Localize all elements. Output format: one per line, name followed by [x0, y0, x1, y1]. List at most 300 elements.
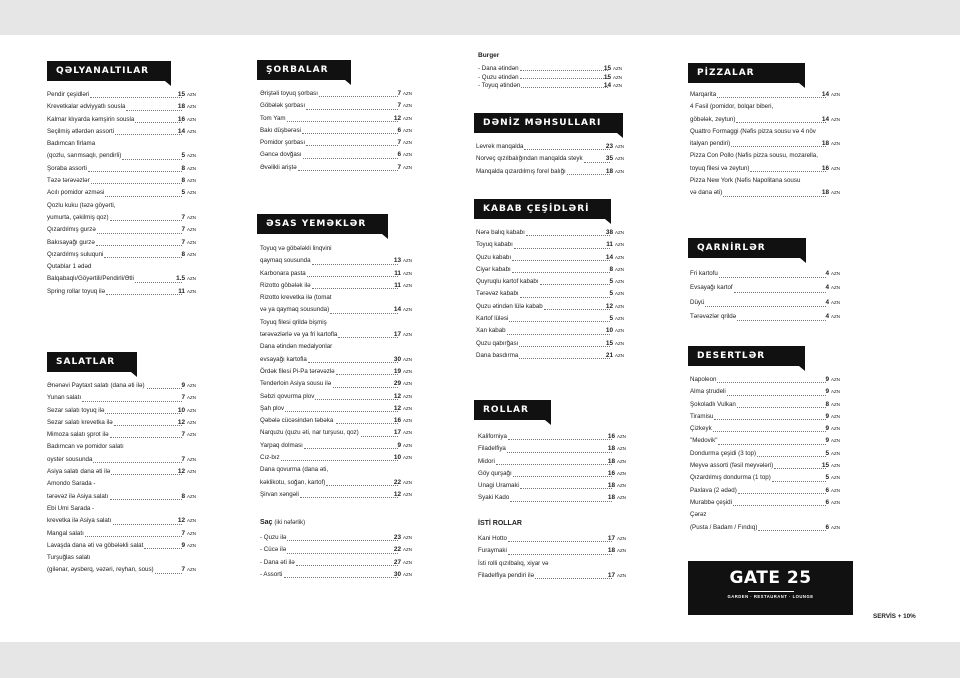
currency-label: AZN — [403, 393, 412, 399]
menu-item-name: və ya qaymaq sousunda) — [260, 306, 330, 314]
dot-leader — [508, 554, 612, 555]
section-kabab — [474, 198, 611, 219]
dot-leader — [306, 109, 398, 110]
currency-label: AZN — [617, 470, 626, 476]
currency-label: AZN — [403, 559, 412, 565]
menu-item-name: Acılı pomidor əzməsi — [47, 189, 105, 197]
section-pizzalar — [688, 62, 805, 83]
currency-label: AZN — [187, 542, 196, 548]
menu-item-price: 18 — [605, 167, 613, 175]
section-title: ŞORBALAR — [257, 60, 351, 80]
dot-leader — [524, 149, 610, 150]
menu-item-name: Qozlu kuku (təzə göyərti, — [47, 201, 116, 209]
menu-item-name: 4 Fəsil (pomidor, bolqar biberi, — [690, 103, 774, 111]
dot-leader — [737, 320, 826, 321]
menu-item-price: 15 — [177, 91, 185, 98]
menu-item-name: Fri kartofu — [690, 270, 718, 277]
menu-item-name: Göbələk şorbası — [260, 102, 306, 110]
currency-label: AZN — [617, 536, 626, 541]
menu-item-name: Mangal salatı — [47, 529, 84, 537]
menu-item-name: - Assorti — [260, 570, 283, 578]
dot-leader — [91, 183, 182, 184]
menu-item-price: 14 — [821, 115, 829, 123]
menu-item-price: 12 — [393, 114, 401, 122]
menu-item-price: 18 — [821, 140, 829, 148]
currency-label: AZN — [613, 83, 622, 88]
menu-item-name: Balqabaqlı/Göyərtili/Pendirli/Ətli — [47, 275, 134, 283]
currency-label: AZN — [617, 458, 626, 464]
menu-item-name: Yunan salatı — [47, 394, 82, 402]
menu-item-name: Krevetkalar ədviyyatlı sousla — [47, 103, 126, 111]
menu-item-price: 17 — [607, 535, 615, 542]
dot-leader — [287, 540, 398, 541]
menu-item-name: Çərəz — [690, 511, 707, 519]
menu-item-name: Karbonara pasta — [260, 269, 306, 277]
section-sorbalar — [257, 59, 351, 80]
menu-item-price: 8 — [609, 265, 613, 273]
menu-item-price: 10 — [393, 454, 401, 462]
section-title: DESERTLƏR — [688, 346, 805, 366]
currency-label: AZN — [403, 307, 412, 313]
menu-item-name: Əvəlikli ariştə — [260, 163, 297, 171]
menu-item-price: 10 — [605, 327, 613, 335]
menu-item-price: 9 — [825, 376, 829, 383]
menu-item-name: Düyü — [690, 298, 705, 306]
dot-leader — [719, 277, 826, 278]
menu-item-name: - Quzu ilə — [260, 534, 287, 541]
currency-label: AZN — [187, 214, 196, 220]
menu-item-price: 22 — [393, 478, 401, 486]
menu-item-name: Manqalda qızardılmış forel balığı — [476, 167, 566, 175]
section-title: KABAB ÇEŞİDLƏRİ — [474, 199, 611, 219]
dot-leader — [304, 448, 398, 449]
menu-item-price: 5 — [609, 315, 613, 323]
currency-label: AZN — [187, 419, 196, 425]
menu-item-name: - Dana ətindən — [478, 65, 519, 72]
dot-leader — [106, 294, 182, 295]
menu-item-name: Ciyər kababı — [476, 265, 511, 273]
currency-label: AZN — [187, 469, 196, 475]
currency-label: AZN — [615, 340, 624, 346]
menu-item-price: 11 — [606, 241, 613, 249]
menu-item-price: 6 — [825, 486, 829, 494]
dot-leader — [85, 536, 182, 537]
currency-label: AZN — [187, 92, 196, 97]
menu-item-name: Rizotto göbələk ilə — [260, 281, 311, 289]
dot-leader — [521, 87, 608, 88]
menu-item-price: 1.5 — [176, 275, 185, 283]
currency-label: AZN — [615, 242, 624, 248]
menu-item-name: Gəncə dovğası — [260, 151, 302, 159]
dot-leader — [298, 170, 398, 171]
menu-item-name: krevetka ilə Asiya salatı — [47, 517, 112, 525]
menu-item-name: tərəvəz ilə Asiya salatı — [47, 492, 109, 500]
menu-item-price: 14 — [821, 91, 829, 98]
menu-item-price: 9 — [181, 382, 185, 389]
section-title: ROLLAR — [474, 400, 551, 420]
currency-label: AZN — [403, 381, 412, 387]
dot-leader — [737, 407, 826, 408]
menu-item-price: 15 — [821, 462, 829, 470]
menu-page — [0, 35, 960, 642]
menu-item-price: 7 — [181, 213, 185, 221]
currency-label: AZN — [617, 434, 626, 439]
menu-item-name: Pizza Con Pollo (Nəfis pizza sousu, mozarella, — [690, 152, 818, 160]
menu-item-name: Tenderloin Asiya sousu ilə — [260, 380, 332, 388]
menu-item-price: 17 — [393, 429, 401, 437]
currency-label: AZN — [831, 499, 840, 505]
menu-item-name: Şokoladlı Vulkan — [690, 400, 736, 408]
dot-leader — [507, 452, 612, 453]
currency-label: AZN — [187, 407, 196, 413]
menu-item-name: Narquzu (quzu əti, nar turşusu, qoz) — [260, 429, 359, 437]
menu-item-name: - Toyuq ətindən — [478, 82, 521, 89]
currency-label: AZN — [617, 572, 626, 578]
dot-leader — [97, 233, 182, 234]
dot-leader — [718, 444, 826, 445]
dot-leader — [514, 248, 610, 249]
menu-item-name: Toyuq kababı — [476, 241, 513, 249]
menu-item-name: "Medovik" — [690, 437, 718, 445]
menu-item-name: - Quzu ətindən — [478, 73, 519, 81]
menu-item-price: 7 — [181, 455, 185, 463]
currency-label: AZN — [187, 383, 196, 388]
menu-item-name: Şirvan xəngəli — [260, 490, 299, 498]
menu-item-name: Mimoza salatı şprot ilə — [47, 431, 109, 439]
menu-item-name: - Cücə ilə — [260, 546, 287, 554]
currency-label: AZN — [617, 483, 626, 489]
section-title: SALATLAR — [47, 352, 137, 372]
currency-label: AZN — [187, 395, 196, 401]
menu-item-price: 18 — [607, 445, 615, 453]
menu-item-price: 6 — [397, 151, 401, 159]
dot-leader — [300, 497, 398, 498]
dot-leader — [508, 439, 612, 440]
menu-item-price: 5 — [825, 474, 829, 482]
menu-item-name: Ördək filesi Pi-Pa tərəvəzlə — [260, 367, 335, 375]
menu-item-price: 14 — [605, 253, 613, 261]
dot-leader — [287, 121, 398, 122]
currency-label: AZN — [403, 103, 412, 109]
currency-label: AZN — [831, 426, 840, 432]
currency-label: AZN — [187, 227, 196, 233]
menu-item-name: Quyruqlu kartof kababı — [476, 278, 539, 286]
currency-label: AZN — [831, 116, 840, 122]
menu-item-price: 29 — [393, 380, 401, 388]
menu-item-price: 15 — [603, 65, 611, 72]
currency-label: AZN — [187, 190, 196, 196]
menu-item-price: 7 — [397, 102, 401, 110]
dot-leader — [717, 97, 826, 98]
menu-item-price: 7 — [181, 394, 185, 402]
currency-label: AZN — [403, 547, 412, 553]
menu-item-name: Yarpaq dolması — [260, 441, 303, 449]
currency-label: AZN — [187, 251, 196, 257]
menu-item-name: tərəvəzlərlə və ya fri kartofla — [260, 331, 338, 339]
menu-item-name: Qutablar 1 ədəd — [47, 263, 92, 271]
menu-item-name: Syaki Kado — [478, 494, 510, 502]
dot-leader — [520, 78, 608, 79]
menu-item-price: 23 — [393, 534, 401, 541]
dot-leader — [281, 460, 398, 461]
menu-item-price: 10 — [177, 406, 185, 414]
menu-item-price: 16 — [821, 164, 829, 172]
menu-item-price: 8 — [825, 400, 829, 408]
menu-item-price: 12 — [177, 517, 185, 525]
dot-leader — [731, 146, 826, 147]
menu-item-name: Quattro Formaggi (Nəfis pizza sousu və 4 növ — [690, 127, 816, 135]
isti-rollar-title: İSTİ ROLLAR — [478, 520, 522, 527]
dot-leader — [496, 464, 612, 465]
menu-item-price: 8 — [181, 492, 185, 500]
menu-item-price: 15 — [605, 339, 613, 347]
currency-label: AZN — [831, 438, 840, 444]
currency-label: AZN — [831, 92, 840, 97]
currency-label: AZN — [615, 328, 624, 334]
currency-label: AZN — [403, 442, 412, 448]
menu-item-name: Səbzi qovurma plov — [260, 392, 315, 400]
dot-leader — [315, 399, 398, 400]
menu-item-price: 17 — [393, 331, 401, 339]
menu-item-name: Çizkeyk — [690, 425, 712, 433]
currency-label: AZN — [187, 153, 196, 159]
currency-label: AZN — [617, 446, 626, 452]
menu-item-price: 30 — [393, 570, 401, 578]
currency-label: AZN — [403, 430, 412, 436]
menu-item-price: 18 — [821, 189, 829, 197]
menu-item-name: Marqarita — [690, 91, 717, 98]
dot-leader — [727, 395, 826, 396]
menu-item-name: Qızardılmış suluquni — [47, 250, 104, 258]
currency-label: AZN — [403, 164, 412, 170]
menu-item-name: Tiramisu — [690, 412, 714, 420]
menu-item-price: 35 — [605, 155, 613, 163]
currency-label: AZN — [187, 178, 196, 184]
currency-label: AZN — [187, 518, 196, 524]
menu-item-name: Cız-bız — [260, 454, 280, 462]
menu-item-name: Kani Hotto — [478, 535, 507, 542]
currency-label: AZN — [403, 356, 412, 362]
menu-item-price: 8 — [181, 164, 185, 172]
menu-item-name: Quzu ətindən lülə kabab — [476, 302, 543, 310]
menu-item-name: Toyuq filesi qrildə bişmiş — [260, 318, 327, 326]
currency-label: AZN — [403, 152, 412, 158]
dot-leader — [307, 276, 398, 277]
dot-leader — [104, 257, 182, 258]
menu-item-price: 19 — [393, 367, 401, 375]
dot-leader — [312, 264, 398, 265]
menu-item-name: Sezar salatı krevetka ilə — [47, 418, 113, 426]
currency-label: AZN — [615, 144, 624, 149]
currency-label: AZN — [831, 141, 840, 147]
currency-label: AZN — [403, 455, 412, 461]
menu-item-price: 7 — [397, 163, 401, 171]
currency-label: AZN — [615, 316, 624, 322]
dot-leader — [723, 196, 826, 197]
currency-label: AZN — [615, 352, 624, 358]
currency-label: AZN — [403, 479, 412, 485]
section-qarnirler — [688, 237, 806, 258]
menu-item-name: Pizza New York (Nəfis Napolitana sousu — [690, 177, 801, 185]
menu-item-price: 15 — [603, 73, 611, 81]
menu-item-price: 38 — [605, 229, 613, 236]
menu-item-name: Tom Yam — [260, 114, 286, 122]
currency-label: AZN — [617, 495, 626, 501]
currency-label: AZN — [403, 91, 412, 96]
menu-item-name: Murabbə çeşidi — [690, 498, 732, 506]
currency-label: AZN — [403, 491, 412, 497]
menu-item-price: 16 — [607, 469, 615, 477]
menu-item-name: Midori — [478, 457, 495, 465]
currency-label: AZN — [615, 230, 624, 235]
menu-item-name: Alma ştrudeli — [690, 388, 726, 396]
menu-item-name: - Dana əti ilə — [260, 558, 295, 566]
currency-label: AZN — [403, 571, 412, 577]
menu-item-name: Xan kabab — [476, 327, 506, 335]
dot-leader — [510, 501, 612, 502]
menu-item-price: 23 — [605, 143, 613, 150]
currency-label: AZN — [831, 524, 840, 530]
dot-leader — [105, 196, 182, 197]
menu-item-name: Levrek manqalda — [476, 143, 524, 150]
menu-item-name: Evsayağı kartof — [690, 284, 733, 292]
currency-label: AZN — [831, 285, 840, 291]
menu-item-price: 7 — [181, 226, 185, 234]
dot-leader — [284, 577, 398, 578]
menu-item-name: Tərəvəzlər qrildə — [690, 312, 737, 320]
menu-item-price: 12 — [393, 490, 401, 498]
dot-leader — [519, 358, 610, 359]
menu-item-price: 7 — [181, 238, 185, 246]
menu-item-price: 16 — [393, 417, 401, 425]
dot-leader — [738, 493, 826, 494]
currency-label: AZN — [403, 535, 412, 540]
menu-item-name: yumurta, çəkilmiş qoz) — [47, 213, 109, 221]
dot-leader — [520, 70, 608, 71]
dot-leader — [520, 297, 610, 298]
currency-label: AZN — [831, 463, 840, 469]
currency-label: AZN — [615, 266, 624, 272]
dot-leader — [734, 292, 826, 293]
menu-item-name: Təzə tərəvəzlər — [47, 177, 90, 185]
burger-title: Burger — [478, 52, 500, 59]
menu-item-price: 16 — [607, 433, 615, 440]
sac-title: Saç (iki nəfərlik) — [260, 519, 306, 526]
menu-item-name: Rizotto krevetka ilə (tomat — [260, 294, 332, 302]
menu-item-name: toyuq filesi və zeytun) — [690, 164, 750, 172]
menu-item-price: 9 — [825, 437, 829, 445]
menu-item-price: 12 — [177, 468, 185, 476]
currency-label: AZN — [403, 115, 412, 121]
dot-leader — [705, 306, 826, 307]
currency-label: AZN — [613, 66, 622, 71]
currency-label: AZN — [615, 291, 624, 297]
menu-item-name: (Pusta / Badam / Fındıq) — [690, 523, 758, 531]
menu-item-price: 12 — [393, 404, 401, 412]
menu-item-price: 7 — [181, 566, 185, 574]
currency-label: AZN — [831, 313, 840, 319]
menu-item-price: 18 — [607, 547, 615, 555]
dot-leader — [96, 245, 182, 246]
menu-item-name: Qızardılmış gurzə — [47, 226, 96, 234]
currency-label: AZN — [403, 140, 412, 146]
menu-item-price: 7 — [397, 139, 401, 147]
currency-label: AZN — [615, 279, 624, 285]
menu-item-name: Qəbələ cücəsindən təbəka — [260, 417, 334, 425]
currency-label: AZN — [403, 258, 412, 264]
section-rollar — [474, 399, 551, 420]
menu-item-name: və dana əti) — [690, 189, 723, 197]
menu-item-name: Tərəvəz kababı — [476, 290, 519, 298]
dot-leader — [88, 171, 182, 172]
service-charge: SERVİS + 10% — [873, 613, 916, 620]
menu-item-name: Asiya salatı dana əti ilə — [47, 468, 111, 476]
currency-label: AZN — [187, 493, 196, 499]
currency-label: AZN — [187, 165, 196, 171]
menu-item-price: 9 — [825, 412, 829, 420]
dot-leader — [93, 462, 182, 463]
currency-label: AZN — [187, 104, 196, 110]
currency-label: AZN — [403, 405, 412, 411]
menu-item-name: Dana basdırma — [476, 351, 519, 359]
menu-item-name: Amondo Sarada - — [47, 480, 96, 488]
dot-leader — [512, 272, 610, 273]
dot-leader — [513, 476, 612, 477]
menu-item-name: kəklikotu, soğan, kartof) — [260, 478, 326, 486]
currency-label: AZN — [187, 288, 196, 294]
currency-label: AZN — [615, 168, 624, 174]
menu-item-price: 6 — [397, 126, 401, 134]
menu-item-price: 30 — [393, 355, 401, 363]
menu-item-price: 13 — [393, 257, 401, 265]
menu-item-price: 14 — [393, 306, 401, 314]
menu-item-name: Sezar salatı toyuq ilə — [47, 406, 105, 414]
menu-item-name: oyster sousunda — [47, 455, 93, 463]
currency-label: AZN — [831, 190, 840, 196]
menu-item-name: Paxlava (2 ədəd) — [690, 486, 737, 494]
menu-item-name: Dondurma çeşidi (3 top) — [690, 449, 757, 457]
menu-item-price: 7 — [181, 431, 185, 439]
menu-item-name: Filadelfiya pendiri ilə — [478, 571, 535, 579]
menu-item-name: Dana qovurma (dana əti, — [260, 466, 329, 474]
menu-item-name: Spring rollar toyuq ilə — [47, 287, 106, 295]
currency-label: AZN — [615, 156, 624, 162]
dot-leader — [507, 334, 610, 335]
currency-label: AZN — [187, 276, 196, 282]
menu-item-price: 8 — [181, 250, 185, 258]
currency-label: AZN — [403, 368, 412, 374]
menu-item-name: Lavaşda dana əti və göbələkli salat — [47, 541, 144, 549]
currency-label: AZN — [187, 456, 196, 462]
menu-item-name: Qızardılmış dondurma (1 top) — [690, 474, 771, 482]
dot-leader — [733, 505, 826, 506]
menu-item-name: göbələk, zeytun) — [690, 115, 736, 123]
section-title: QƏLYANALTILAR — [47, 61, 171, 81]
menu-item-name: Kartof lüləsi — [476, 315, 509, 323]
menu-item-name: Şah plov — [260, 404, 285, 412]
menu-item-name: Pomidor şorbası — [260, 139, 306, 147]
menu-item-name: Filadelfiya — [478, 445, 506, 453]
menu-item-price: 5 — [609, 278, 613, 286]
menu-item-price: 4 — [825, 270, 829, 277]
currency-label: AZN — [831, 299, 840, 305]
menu-item-name: Meyvə assorti (fəsil meyvələri) — [690, 462, 774, 470]
currency-label: AZN — [187, 128, 196, 134]
menu-item-price: 22 — [393, 546, 401, 554]
dot-leader — [535, 578, 612, 579]
menu-item-price: 21 — [605, 351, 613, 359]
menu-item-price: 18 — [177, 103, 185, 111]
